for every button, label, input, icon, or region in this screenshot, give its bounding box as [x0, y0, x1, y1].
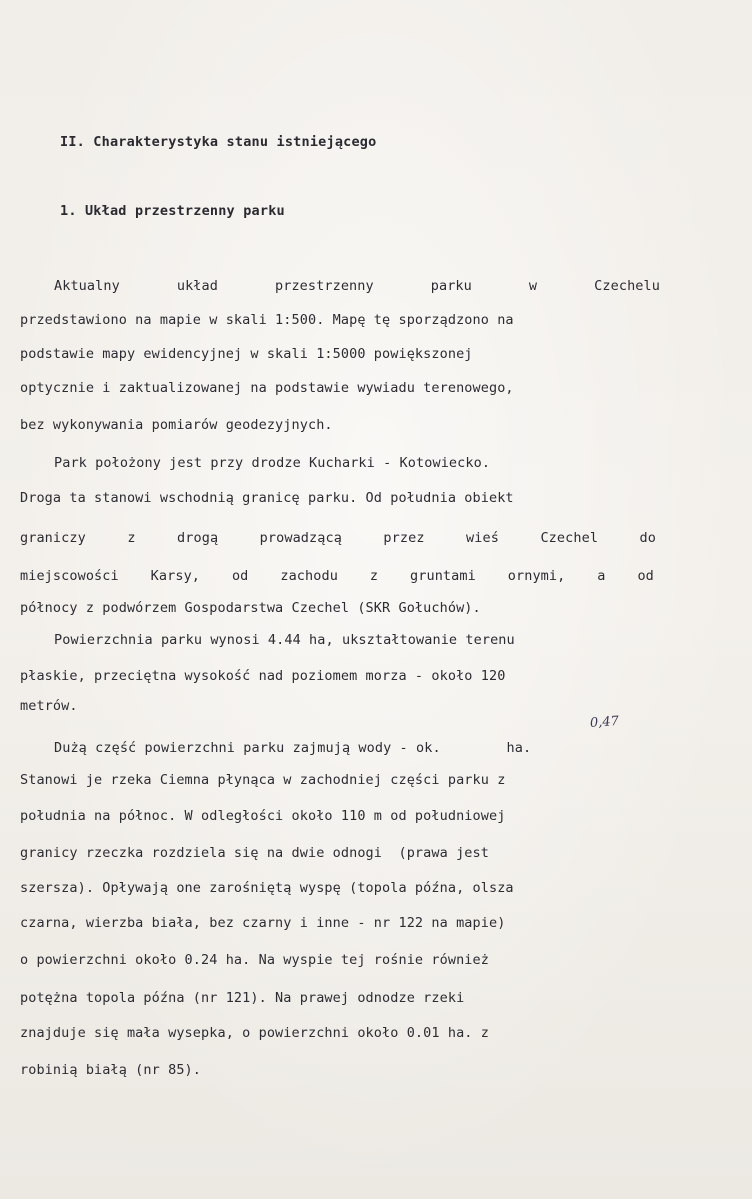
text-word: wieś	[466, 530, 499, 546]
text-line: Dużą część powierzchni parku zajmują wody - ok. ha.	[54, 740, 532, 756]
text-word: przestrzenny	[275, 278, 374, 294]
text-line: czarna, wierzba biała, bez czarny i inne - nr 122 na mapie)	[20, 915, 506, 931]
text-line: północy z podwórzem Gospodarstwa Czechel (SKR Gołuchów).	[20, 600, 481, 616]
text-word: od	[637, 568, 654, 584]
text-word: układ	[176, 278, 218, 294]
text-word: z	[369, 568, 379, 584]
subsection-heading: 1. Układ przestrzenny parku	[60, 203, 285, 219]
text-line: znajduje się mała wysepka, o powierzchni około 0.01 ha. z	[20, 1025, 489, 1041]
text-line: Droga ta stanowi wschodnią granicę parku. Od południa obiekt	[20, 490, 514, 506]
text-line: podstawie mapy ewidencyjnej w skali 1:5000 powiększonej	[20, 346, 473, 362]
text-word: Aktualny	[54, 278, 120, 294]
text-word: a	[597, 568, 606, 584]
text-word: do	[639, 530, 656, 546]
text-line: Powierzchnia parku wynosi 4.44 ha, ukształtowanie terenu	[54, 632, 515, 648]
text-line	[54, 278, 660, 294]
text-word: Czechelu	[594, 278, 660, 294]
text-line: południa na północ. W odległości około 110 m od południowej	[20, 808, 506, 824]
text-line	[20, 568, 654, 584]
text-word: od	[231, 568, 249, 584]
text-word: prowadzącą	[259, 530, 342, 546]
handwritten-note: 0,47	[589, 714, 620, 731]
text-word: ornymi,	[507, 568, 566, 584]
text-line: granicy rzeczka rozdziela się na dwie odnogi (prawa jest	[20, 845, 489, 861]
text-line: bez wykonywania pomiarów geodezyjnych.	[20, 417, 333, 433]
text-word: graniczy	[20, 530, 86, 546]
text-word: gruntami	[410, 568, 476, 584]
text-line: Stanowi je rzeka Ciemna płynąca w zachodniej części parku z	[20, 772, 506, 788]
text-word: przez	[383, 530, 425, 546]
text-line: szersza). Opływają one zarośniętą wyspę (topola późna, olsza	[20, 880, 514, 896]
text-line	[20, 530, 656, 546]
text-word: parku	[430, 278, 472, 294]
text-word: drogą	[177, 530, 219, 546]
section-heading: II. Charakterystyka stanu istniejącego	[60, 134, 377, 150]
text-line: o powierzchni około 0.24 ha. Na wyspie tej rośnie również	[20, 952, 489, 968]
text-word: zachodu	[280, 568, 338, 584]
text-line: optycznie i zaktualizowanej na podstawie wywiadu terenowego,	[20, 380, 514, 396]
text-word: w	[528, 278, 538, 294]
text-line: potężna topola późna (nr 121). Na prawej odnodze rzeki	[20, 990, 465, 1006]
text-word: Czechel	[540, 530, 599, 546]
text-word: miejscowości	[20, 568, 119, 584]
text-line: robinią białą (nr 85).	[20, 1062, 202, 1078]
text-word: Karsy,	[150, 568, 201, 584]
text-line: przedstawiono na mapie w skali 1:500. Mapę tę sporządzono na	[20, 312, 514, 328]
text-line: płaskie, przeciętna wysokość nad poziomem morza - około 120	[20, 668, 506, 684]
text-word: z	[127, 530, 136, 546]
text-line: metrów.	[20, 698, 78, 714]
text-line: Park położony jest przy drodze Kucharki - Kotowiecko.	[54, 455, 491, 471]
